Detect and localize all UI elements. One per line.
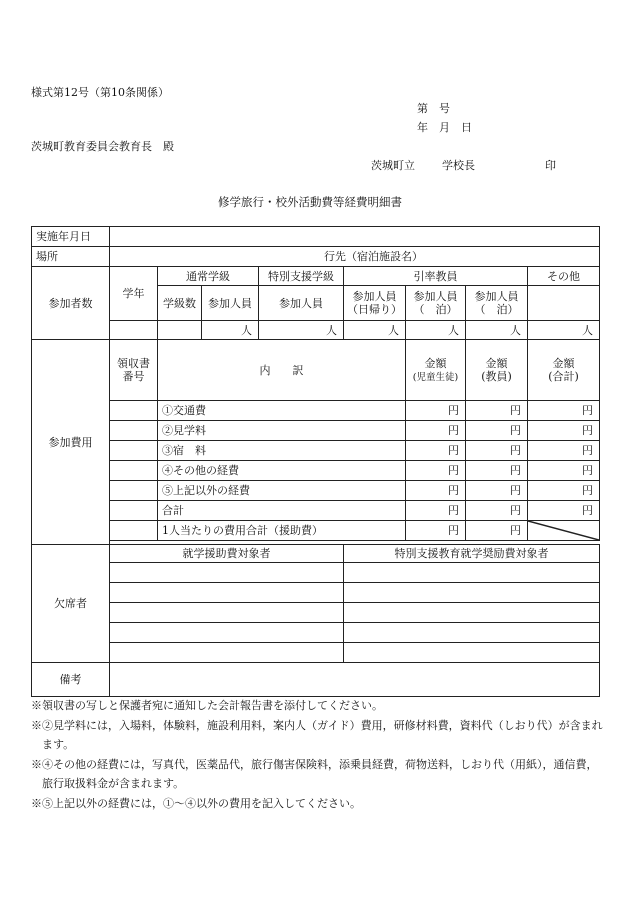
amount-students[interactable]: 円 bbox=[406, 441, 466, 461]
date-value[interactable] bbox=[110, 227, 600, 247]
amount-students[interactable]: 円 bbox=[406, 421, 466, 441]
amount-teachers[interactable]: 円 bbox=[466, 461, 528, 481]
grade-header: 学年 bbox=[110, 267, 158, 321]
breakdown-header: 内 訳 bbox=[158, 340, 406, 401]
amount-teachers[interactable]: 円 bbox=[466, 421, 528, 441]
receipt-no[interactable] bbox=[110, 501, 158, 521]
absent-special-row[interactable] bbox=[344, 583, 600, 603]
amount-students[interactable]: 円 bbox=[406, 461, 466, 481]
amount-teachers[interactable]: 円 bbox=[466, 401, 528, 421]
item-total: 合計 bbox=[158, 501, 406, 521]
absent-support-row[interactable] bbox=[110, 643, 344, 663]
remarks-value[interactable] bbox=[110, 663, 600, 697]
document-date: 年 月 日 bbox=[417, 121, 472, 134]
per-person-teachers[interactable]: 円 bbox=[466, 521, 528, 541]
cost-label: 参加費用 bbox=[32, 340, 110, 545]
absent-special-row[interactable] bbox=[344, 623, 600, 643]
document-number: 第 号 bbox=[417, 102, 450, 115]
amount-students[interactable]: 円 bbox=[406, 401, 466, 421]
receipt-no[interactable] bbox=[110, 481, 158, 501]
teacher-stay2-value[interactable]: 人 bbox=[466, 321, 528, 340]
per-person-label: 1人当たりの費用合計（援助費） bbox=[158, 521, 406, 541]
teachers-header: 引率教員 bbox=[344, 267, 528, 286]
special-class-header: 特別支援学級 bbox=[259, 267, 344, 286]
regular-class-header: 通常学級 bbox=[158, 267, 259, 286]
notes bbox=[31, 696, 606, 813]
absent-special-row[interactable] bbox=[344, 603, 600, 623]
special-participants-value[interactable]: 人 bbox=[259, 321, 344, 340]
item-transport: ①交通費 bbox=[158, 401, 406, 421]
class-count-header: 学級数 bbox=[158, 286, 202, 321]
page-title: 修学旅行・校外活動費等経費明細書 bbox=[218, 195, 402, 209]
absent-support-row[interactable] bbox=[110, 603, 344, 623]
expense-table bbox=[31, 226, 600, 697]
amount-teachers-header: 金額 (教員) bbox=[466, 340, 528, 401]
amount-total[interactable]: 円 bbox=[528, 421, 600, 441]
participants-value[interactable]: 人 bbox=[202, 321, 259, 340]
amount-total[interactable]: 円 bbox=[528, 401, 600, 421]
amount-students[interactable]: 円 bbox=[406, 501, 466, 521]
grade-value[interactable] bbox=[110, 321, 158, 340]
absent-support-header: 就学援助費対象者 bbox=[110, 545, 344, 563]
absent-support-row[interactable] bbox=[110, 563, 344, 583]
seal-mark: 印 bbox=[545, 159, 556, 172]
item-lodging: ③宿 料 bbox=[158, 441, 406, 461]
receipt-no[interactable] bbox=[110, 521, 158, 541]
teacher-stay1-header: 参加人員 （ 泊） bbox=[406, 286, 466, 321]
teacher-day-value[interactable]: 人 bbox=[344, 321, 406, 340]
absent-support-row[interactable] bbox=[110, 623, 344, 643]
receipt-no[interactable] bbox=[110, 461, 158, 481]
amount-total[interactable]: 円 bbox=[528, 501, 600, 521]
item-other-expenses: ④その他の経費 bbox=[158, 461, 406, 481]
note-1: ※領収書の写しと保護者宛に通知した会計報告書を添付してください。 bbox=[31, 699, 383, 712]
receipt-no[interactable] bbox=[110, 401, 158, 421]
other-value[interactable]: 人 bbox=[528, 321, 600, 340]
class-count-value[interactable] bbox=[158, 321, 202, 340]
amount-teachers[interactable]: 円 bbox=[466, 501, 528, 521]
item-misc: ⑤上記以外の経費 bbox=[158, 481, 406, 501]
per-person-total-crossed bbox=[528, 521, 600, 541]
item-admission: ②見学料 bbox=[158, 421, 406, 441]
receipt-header: 領収書 番号 bbox=[110, 340, 158, 401]
receipt-no[interactable] bbox=[110, 421, 158, 441]
form-number: 様式第12号（第10条関係） bbox=[31, 86, 169, 99]
teacher-stay1-value[interactable]: 人 bbox=[406, 321, 466, 340]
amount-total[interactable]: 円 bbox=[528, 461, 600, 481]
note-4: ※⑤上記以外の経費には，①～④以外の費用を記入してください。 bbox=[31, 796, 361, 810]
per-person-students[interactable]: 円 bbox=[406, 521, 466, 541]
absent-special-row[interactable] bbox=[344, 563, 600, 583]
principal-label: 学校長 bbox=[442, 159, 475, 172]
special-participants-header: 参加人員 bbox=[259, 286, 344, 321]
participants-header: 参加人員 bbox=[202, 286, 259, 321]
destination-label: 行先（宿泊施設名） bbox=[110, 247, 600, 267]
participants-label: 参加者数 bbox=[32, 267, 110, 340]
amount-teachers[interactable]: 円 bbox=[466, 441, 528, 461]
amount-total[interactable]: 円 bbox=[528, 481, 600, 501]
absent-special-header: 特別支援教育就学奨励費対象者 bbox=[344, 545, 600, 563]
other-header: その他 bbox=[528, 267, 600, 286]
absent-special-row[interactable] bbox=[344, 643, 600, 663]
amount-students-header: 金額 (児童生徒) bbox=[406, 340, 466, 401]
amount-teachers[interactable]: 円 bbox=[466, 481, 528, 501]
amount-students[interactable]: 円 bbox=[406, 481, 466, 501]
amount-total-header: 金額 (合計) bbox=[528, 340, 600, 401]
teacher-stay2-header: 参加人員 （ 泊） bbox=[466, 286, 528, 321]
remarks-label: 備考 bbox=[32, 663, 110, 697]
amount-total[interactable]: 円 bbox=[528, 441, 600, 461]
other-blank bbox=[528, 286, 600, 321]
absent-support-row[interactable] bbox=[110, 583, 344, 603]
addressee: 茨城町教育委員会教育長 殿 bbox=[31, 140, 174, 153]
note-2: ※②見学料には，入場料，体験料，施設利用料，案内人（ガイド）費用，研修材料費，資料代（しおり代）が含まれます。 bbox=[31, 718, 603, 751]
date-label: 実施年月日 bbox=[32, 227, 110, 247]
absent-label: 欠席者 bbox=[32, 545, 110, 663]
school-prefix: 茨城町立 bbox=[371, 159, 415, 172]
teacher-day-header: 参加人員 （日帰り） bbox=[344, 286, 406, 321]
place-label: 場所 bbox=[32, 247, 110, 267]
receipt-no[interactable] bbox=[110, 441, 158, 461]
note-3: ※④その他の経費には，写真代，医薬品代，旅行傷害保険料，添乗員経費，荷物送料，しおり代（用紙），通信費，旅行取扱料金が含まれます。 bbox=[31, 757, 598, 790]
